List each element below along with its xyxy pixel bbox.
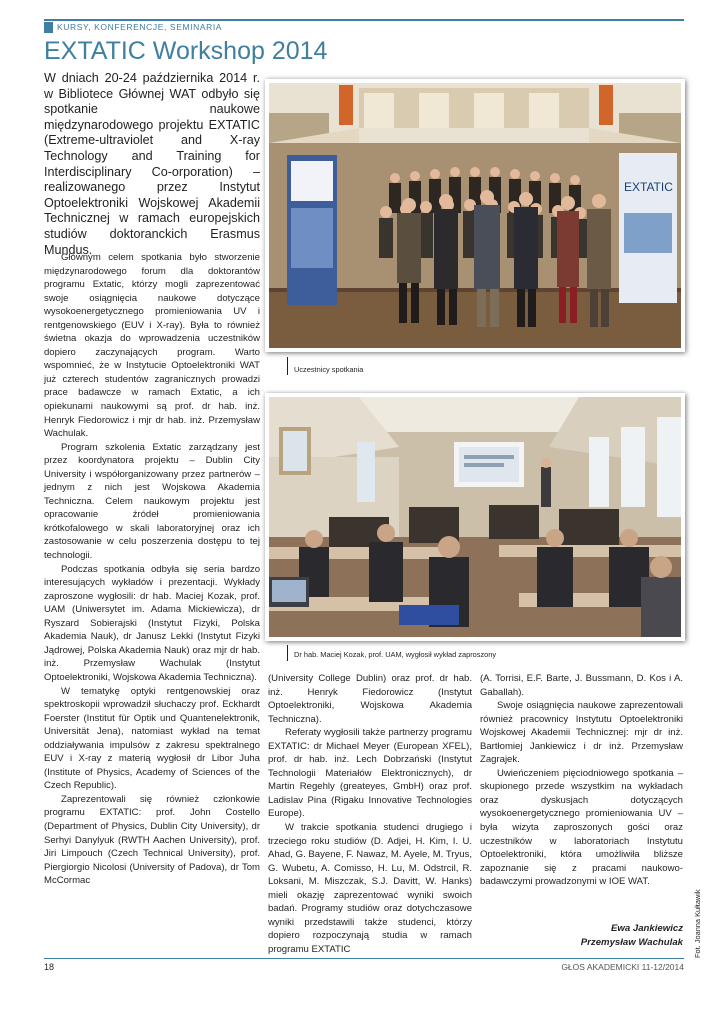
banner-text: EXTATIC — [624, 180, 673, 194]
body-paragraph: Referaty wygłosili także partnerzy programu EXTATIC: dr Michael Meyer (European XFEL), prof. dr hab. inż. Lech Dobrzański (Instytut Technologii Materiałów Elektronicznych), dr Martin Regehly (greateyes, GmbH) oraz prof. Ladislav Pina (Rigaku Innovative Technologies Europe). — [268, 727, 472, 820]
body-column-3 — [480, 672, 683, 889]
group-photo — [265, 79, 685, 352]
lecture-photo — [265, 393, 685, 641]
body-column-2 — [268, 672, 472, 956]
section-marker — [44, 22, 53, 33]
body-column-1 — [44, 251, 260, 888]
caption-line — [287, 645, 288, 661]
page-number: 18 — [44, 962, 55, 972]
body-paragraph: Zaprezentowali się również członkowie programu EXTATIC: prof. John Costello (Department of Physics, Dublin City University), dr Serhyi Danylyuk (RWTH Aachen University), prof. Jiri Limpouch (Czech Technical University), prof. Piergiorgio Nicolosi (University of Padova), dr Tom McCormac — [44, 793, 260, 887]
body-paragraph: Głównym celem spotkania było stworzenie międzynarodowego forum dla doktorantów programu Extatic, którzy mogli zaprezentować swoje osiągnięcia naukowe dotyczące wysokoenergetycznego promieniowania UV i rentgenowskiego (EUV i X-ray). Była to również świetna okazja do wprowadzenia uczestników dopiero zaczynających program. Warto wspomnieć, że w Instytucie Optoelektroniki WAT już czterech studentów zagranicznych prowadzi prace badawcze w ramach Extatic, a ich opiekunami naukowymi są prof. dr hab. inż. Henryk Fiedorowicz i mjr dr hab. inż. Przemysław Wachulak. — [44, 252, 260, 440]
article-title: EXTATIC Workshop 2014 — [44, 37, 328, 65]
body-paragraph: (A. Torrisi, E.F. Barte, J. Bussmann, D. Kos i A. Gaballah). — [480, 673, 683, 698]
author-name: Przemysław Wachulak — [580, 937, 683, 948]
body-paragraph: W tematykę optyki rentgenowskiej oraz spektroskopii wprowadził słuchaczy prof. Eckhardt Foerster (Institut für Optik und Quantenelektronik, Universität Jena), natomiast wykład na temat oddziaływania impulsów z zakresu spektralnego EUV i X-ray z materią wygłosił dr Libor Juha (Institute of Physics, Academy of Sciences of the Czech Republic). — [44, 685, 260, 792]
publication-name: GŁOS AKADEMICKI 11-12/2014 — [561, 962, 684, 972]
body-paragraph: Uwieńczeniem pięciodniowego spotkania – skupionego przede wszystkim na wykładach oraz dyskusjach dotyczących wysokoenergetycznego promieniowania UV – była wizyta zaproszonych gości oraz uczestników w laboratoriach Instytutu Optoelektroniki, która umożliwiła bliższe zapoznanie się z pracami naukowo-badawczymi prowadzonymi w IOE WAT. — [480, 767, 683, 888]
group-photo-image — [269, 83, 681, 348]
author-signature — [480, 922, 683, 950]
body-paragraph: W trakcie spotkania studenci drugiego i trzeciego roku studiów (D. Adjei, H. Kim, I. U. Ahad, G. Bayene, F. Nawaz, M. Ayele, M. Tryus, G. Wubetu, A. Comisso, H. Lu, M. Odstrcil, R. Loksani, M. Miszczak, S.J. Davitt, W. Hanks) mieli okazję zaprezentować wyniki swoich badań. Programy studiów oraz dotychczasowe wyniki przedstawili także studenci, którzy dopiero rozpoczynają studia w ramach programu EXTATIC — [268, 822, 472, 955]
body-paragraph: Program szkolenia Extatic zarządzany jest przez koordynatora projektu – Dublin City University i współorganizowany przez partnerów – jednym z nich jest Wojskowa Akademia Techniczna. Celem naukowym projektu jest opracowanie źródeł promieniowania krótkofalowego w skali laboratoryjnej oraz ich zastosowanie w celu poszerzenia dostępu to tej technologii. — [44, 441, 260, 562]
photo-credit: Fot. Joanna Kułtawik — [693, 889, 702, 958]
bottom-rule — [44, 958, 684, 959]
body-paragraph: Swoje osiągnięcia naukowe zaprezentowali również pracownicy Instytutu Optoelektroniki Wojskowej Akademii Technicznej: mjr dr inż. Bartłomiej Jankiewicz i dr inż. Przemysław Zagrajek. — [480, 700, 683, 766]
photo2-caption: Dr hab. Maciej Kozak, prof. UAM, wygłosił wykład zaproszony — [294, 650, 497, 659]
top-rule — [44, 19, 684, 21]
author-name: Ewa Jankiewicz — [611, 923, 683, 934]
body-paragraph: Podczas spotkania odbyła się seria bardzo interesujących wykładów i prezentacji. Wykłady zaproszone wygłosili: dr hab. Maciej Kozak, prof. UAM (Uniwersytet im. Adama Mickiewicza), dr Ryszard Sobierajski (Instytut Fizyki, Polska Akademia Nauk), dr Janusz Lekki (Instytut Fizyki Jądrowej, Polska Akademia Nauk) oraz mjr dr hab. inż. Przemysław Wachulak (Instytut Optoelektroniki, Wojskowa Akademia Techniczna). — [44, 563, 260, 683]
caption-line — [287, 357, 288, 375]
photo1-caption: Uczestnicy spotkania — [294, 365, 364, 374]
lecture-photo-image — [269, 397, 681, 637]
lead-paragraph: W dniach 20-24 października 2014 r. w Bibliotece Głównej WAT odbyło się spotkanie naukowe międzynarodowego projektu EXTATIC (Extreme-ultraviolet and X-ray Technology and Training for Interdisciplinary Co-orporation) – realizowanego przez Instytut Optoelektroniki Wojskowej Akademii Technicznej w ramach europejskich studiów doktoranckich Erasmus Mundus. — [44, 71, 260, 257]
body-paragraph: (University College Dublin) oraz prof. dr hab. inż. Henryk Fiedorowicz (Instytut Optoelektroniki, Wojskowa Akademia Techniczna). — [268, 673, 472, 725]
section-label: KURSY, KONFERENCJE, SEMINARIA — [57, 22, 223, 32]
